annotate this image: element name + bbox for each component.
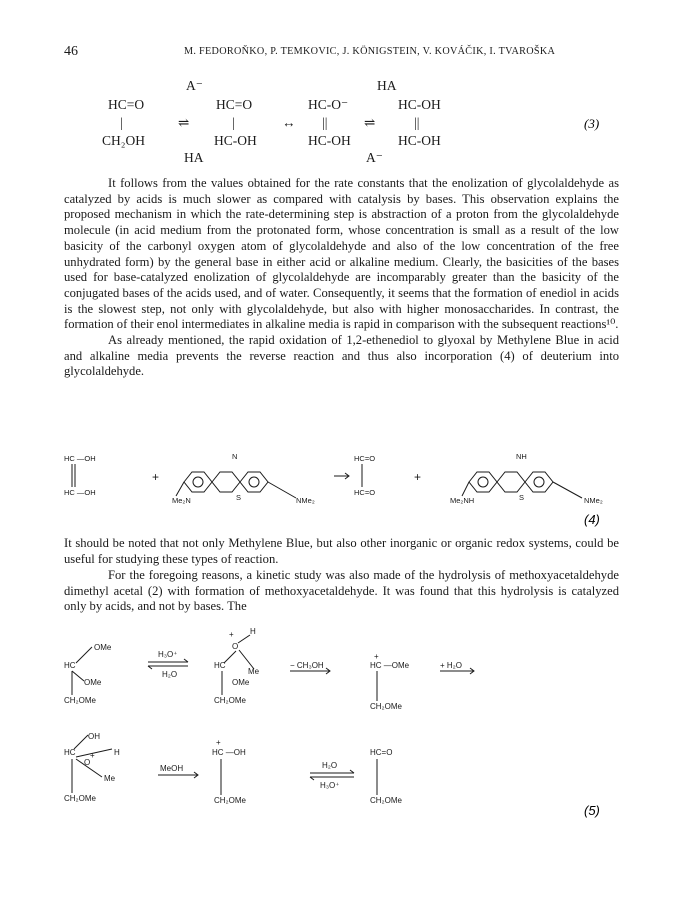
s5-hc-oh: HC —OH — [212, 748, 246, 757]
scheme3-hc-oh-2: HC-OH — [308, 133, 351, 148]
scheme3-hc-o-1: HC=O — [108, 97, 145, 112]
s5-plus-2: + — [374, 652, 379, 661]
scheme4-enediol-bottom: HC —OH — [64, 488, 96, 497]
s5-ch2ome-1: CH₂OMe — [64, 696, 96, 705]
s5-ome-2: OMe — [232, 678, 250, 687]
scheme3-hc-oh-1: HC-OH — [214, 133, 257, 148]
scheme4-nme2: NMe₂ — [296, 496, 315, 505]
body-text-block-1 — [64, 176, 619, 380]
scheme3-dbl-bond-2: || — [414, 115, 420, 130]
s5-plus-1: + — [229, 630, 234, 639]
lmb-ring-left — [469, 472, 497, 492]
scheme3-hc-oh-3: HC-OH — [398, 133, 441, 148]
scheme3-eq-arrow-1: ⇌ — [178, 115, 190, 130]
s5-o-2: O — [84, 758, 91, 767]
s5-hc-2: HC — [214, 661, 226, 670]
scheme4-plus-1: + — [152, 470, 160, 484]
scheme3-ha-top: HA — [377, 78, 397, 93]
scheme-3 — [64, 76, 619, 168]
page-number: 46 — [64, 44, 78, 59]
scheme4-enediol-top: HC —OH — [64, 454, 96, 463]
scheme5-label: (5) — [584, 803, 600, 818]
s5-minus-ch3oh: − CH₃OH — [290, 661, 324, 670]
scheme3-hc-o-minus: HC-O⁻ — [308, 97, 349, 112]
s5-ch2ome-3: CH₂OMe — [370, 702, 402, 711]
scheme3-dbl-bond-1: || — [322, 115, 328, 130]
s5-h-1: H — [250, 627, 256, 636]
scheme3-a-minus-top: A⁻ — [186, 78, 203, 93]
scheme4-glyoxal-bottom: HC=O — [354, 488, 376, 497]
s5-plus-h2o: + H₂O — [440, 661, 462, 670]
s5-h3o-2: H₃O⁺ — [320, 781, 340, 790]
scheme3-hc-o-2: HC=O — [216, 97, 253, 112]
s5-ome-mid: OMe — [84, 678, 102, 687]
scheme-4 — [64, 448, 619, 530]
body-text-kinetic — [64, 568, 619, 615]
scheme-5 — [64, 625, 619, 825]
body-text-note — [64, 536, 619, 567]
scheme3-bond-2: | — [232, 115, 235, 130]
scheme4-nme2-2: NMe₂ — [584, 496, 603, 505]
s5-hc-3: HC — [64, 748, 76, 757]
scheme4-label: (4) — [584, 512, 600, 527]
lmb-ring-center — [497, 472, 525, 492]
s5-hc-1: HC — [64, 661, 76, 670]
running-header — [64, 44, 619, 64]
s5-oh-top: OH — [88, 732, 100, 741]
s5-h-2: H — [114, 748, 120, 757]
scheme4-s: S — [236, 493, 242, 502]
s5-o-1: O — [232, 642, 239, 651]
paragraph-oxidation: As already mentioned, the rapid oxidation of 1,2-ethenediol to glyoxal by Methylene Blue in acid and alkaline media prevents the reverse reaction and thus also incorporation (4) of deuterium into glycolaldehyde. — [64, 333, 619, 379]
s5-meoh: MeOH — [160, 764, 184, 773]
s5-ch2ome-6: CH₂OMe — [370, 796, 402, 805]
scheme3-bond-1: | — [120, 115, 123, 130]
scheme3-a-minus-bottom: A⁻ — [366, 150, 383, 165]
s5-plus-3: + — [90, 751, 95, 760]
scheme3-ch2oh: CH₂OH — [102, 133, 145, 148]
scheme4-s-2: S — [519, 493, 525, 502]
paragraph-enolization: It follows from the values obtained for the rate constants that the enolization of glycolaldehyde as catalyzed by acids is much slower as compared with catalysis by bases. This observation explains the proposed mechanism in which the rate-determining step is abstraction of a proton from the glycolaldehyde molecule (in acid medium from the protonated form, whose concentration is small as a result of the low basicity of the carbonyl oxygen atom of glycolaldehyde and also of the low concentration of the free unhydrated form) by the general base in either acid or alkaline medium. Clearly, the basicities of the bases used for base-catalyzed enolization of glycolaldehyde are incomparably greater than the basicity of the conjugated bases of the acids used, and of water. Consequently, it seems that the formation of enediol in acids is the slowest step, not only with glycolaldehyde, but also with higher monosaccharides. In contrast, the formation of their enol intermediates in alkaline media is rapid in comparison with the subsequent reactions¹⁰. — [64, 176, 619, 332]
s5-hc-eq-o: HC=O — [370, 748, 393, 757]
scheme3-res-arrow: ↔ — [282, 115, 296, 130]
paragraph-kinetic: For the foregoing reasons, a kinetic study was also made of the hydrolysis of methoxyacetaldehyde dimethyl acetal (2) with formation of methoxyacetaldehyde. It was found that this hydrolysis is catalyzed only by acids, and not by bases. The — [64, 568, 619, 614]
mb-ring-center — [212, 472, 240, 492]
s5-ch2ome-4: CH₂OMe — [64, 794, 96, 803]
s5-ch2ome-5: CH₂OMe — [214, 796, 246, 805]
s5-h3o-1: H₃O⁺ — [158, 650, 178, 659]
author-line: M. FEDOROŇKO, P. TEMKOVIC, J. KÖNIGSTEIN, V. KOVÁČIK, I. TVAROŠKA — [184, 46, 556, 57]
scheme4-nh: NH — [516, 452, 527, 461]
scheme4-plus-2: + — [414, 470, 422, 484]
paragraph-redox: It should be noted that not only Methylene Blue, but also other inorganic or organic redox systems, could be useful for studying these types of reaction. — [64, 536, 619, 566]
s5-plus-4: + — [216, 738, 221, 747]
s5-ch2ome-2: CH₂OMe — [214, 696, 246, 705]
scheme4-me2n: Me₂N — [172, 496, 191, 505]
s5-ome-top: OMe — [94, 643, 112, 652]
s5-h2o-2: H₂O — [322, 761, 338, 770]
scheme3-ha-bottom: HA — [184, 150, 204, 165]
scheme4-me2nh: Me₂NH — [450, 496, 475, 505]
mb-ring-left — [184, 472, 212, 492]
scheme4-glyoxal-top: HC=O — [354, 454, 376, 463]
lmb-ring-right — [525, 472, 553, 492]
scheme3-hc-oh-top: HC-OH — [398, 97, 441, 112]
scheme4-n: N — [232, 452, 238, 461]
s5-h2o-1: H₂O — [162, 670, 178, 679]
scheme3-label: (3) — [584, 116, 600, 131]
scheme3-eq-arrow-2: ⇌ — [364, 115, 376, 130]
s5-me-1: Me — [248, 667, 260, 676]
mb-ring-right — [240, 472, 268, 492]
s5-hc-ome: HC —OMe — [370, 661, 410, 670]
s5-me-2: Me — [104, 774, 116, 783]
